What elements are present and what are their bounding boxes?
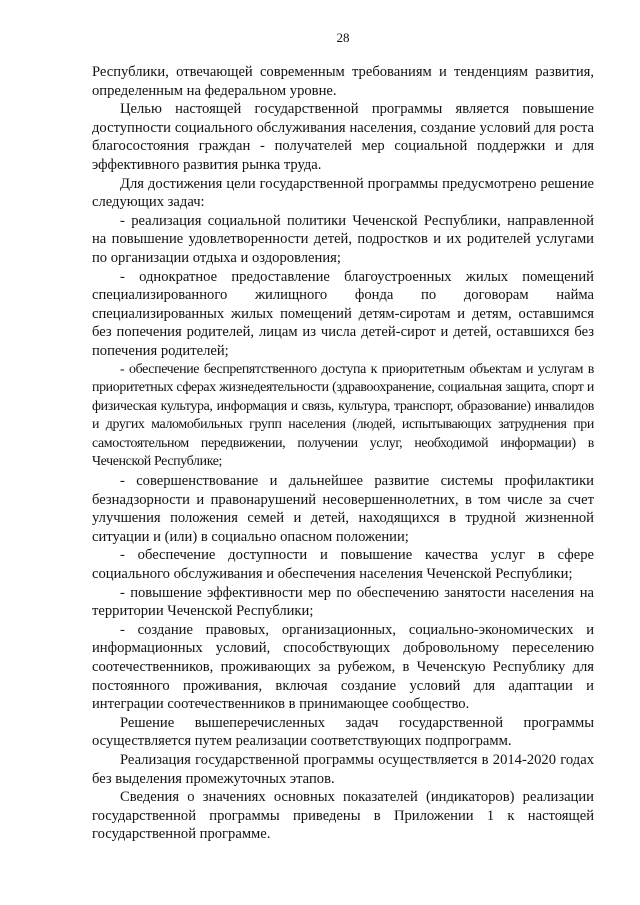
- task-item-social-services: - обеспечение доступности и повышение качества услуг в сфере социального обслуживания и обеспечения населения Чеченской Республики;: [92, 547, 594, 583]
- paragraph-implementation-period: Реализация государственной программы осуществляется в 2014-2020 годах без выделения промежуточных этапов.: [92, 751, 594, 787]
- task-item-housing: - однократное предоставление благоустроенных жилых помещений специализированного жилищного фонда по договорам найма специализированных жилых помещений детям-сиротам и детям, оставшимся без попечения родителей, лицам из числа детей-сирот и детей, оставшихся без попечения родителей;: [92, 268, 594, 359]
- paragraph-tasks-intro: Для достижения цели государственной программы предусмотрено решение следующих задач:: [92, 175, 594, 211]
- paragraph-continuation: Республики, отвечающей современным требованиям и тенденциям развития, определенным на федеральном уровне.: [92, 64, 594, 99]
- task-item-prevention: - совершенствование и дальнейшее развитие системы профилактики безнадзорности и правонарушений несовершеннолетних, в том числе за счет улучшения положения семей и детей, находящихся в трудной жизненной ситуации и (или) в социально опасном положении;: [92, 473, 594, 545]
- task-item-resettlement: - создание правовых, организационных, социально-экономических и информационных условий, способствующих добровольному переселению соотечественников, проживающих за рубежом, в Чеченскую Республику для постоянного проживания, включая создание условий для адаптации и интеграции соотечественников в принимающее сообщество.: [92, 621, 594, 713]
- task-item-accessibility: - обеспечение беспрепятственного доступа к приоритетным объектам и услугам в приоритетных сферах жизнедеятельности (здравоохранение, социальная защита, спорт и физическая культура, информация и связь, культура, транспорт, образование) инвалидов и других маломобильных групп населения (людей, испытывающих затруднения при самостоятельном передвижении, получении услуг, необходимой информации) в Чеченской Республике;: [92, 361, 594, 470]
- task-item-recreation: - реализация социальной политики Чеченской Республики, направленной на повышение удовлетворенности детей, подростков и их родителей услугами по организации отдыха и оздоровления;: [92, 212, 594, 266]
- task-item-employment: - повышение эффективности мер по обеспечению занятости населения на территории Чеченской Республики;: [92, 584, 594, 620]
- paragraph-program-goal: Целью настоящей государственной программы является повышение доступности социального обслуживания населения, создание условий для роста благосостояния граждан - получателей мер социальной поддержки и для эффективного развития рынка труда.: [92, 101, 594, 173]
- page-number: 28: [336, 30, 350, 45]
- paragraph-subprograms: Решение вышеперечисленных задач государственной программы осуществляется путем реализации соответствующих подпрограмм.: [92, 714, 594, 750]
- paragraph-indicators: Сведения о значениях основных показателей (индикаторов) реализации государственной программы приведены в Приложении 1 к настоящей государственной программе.: [92, 789, 594, 843]
